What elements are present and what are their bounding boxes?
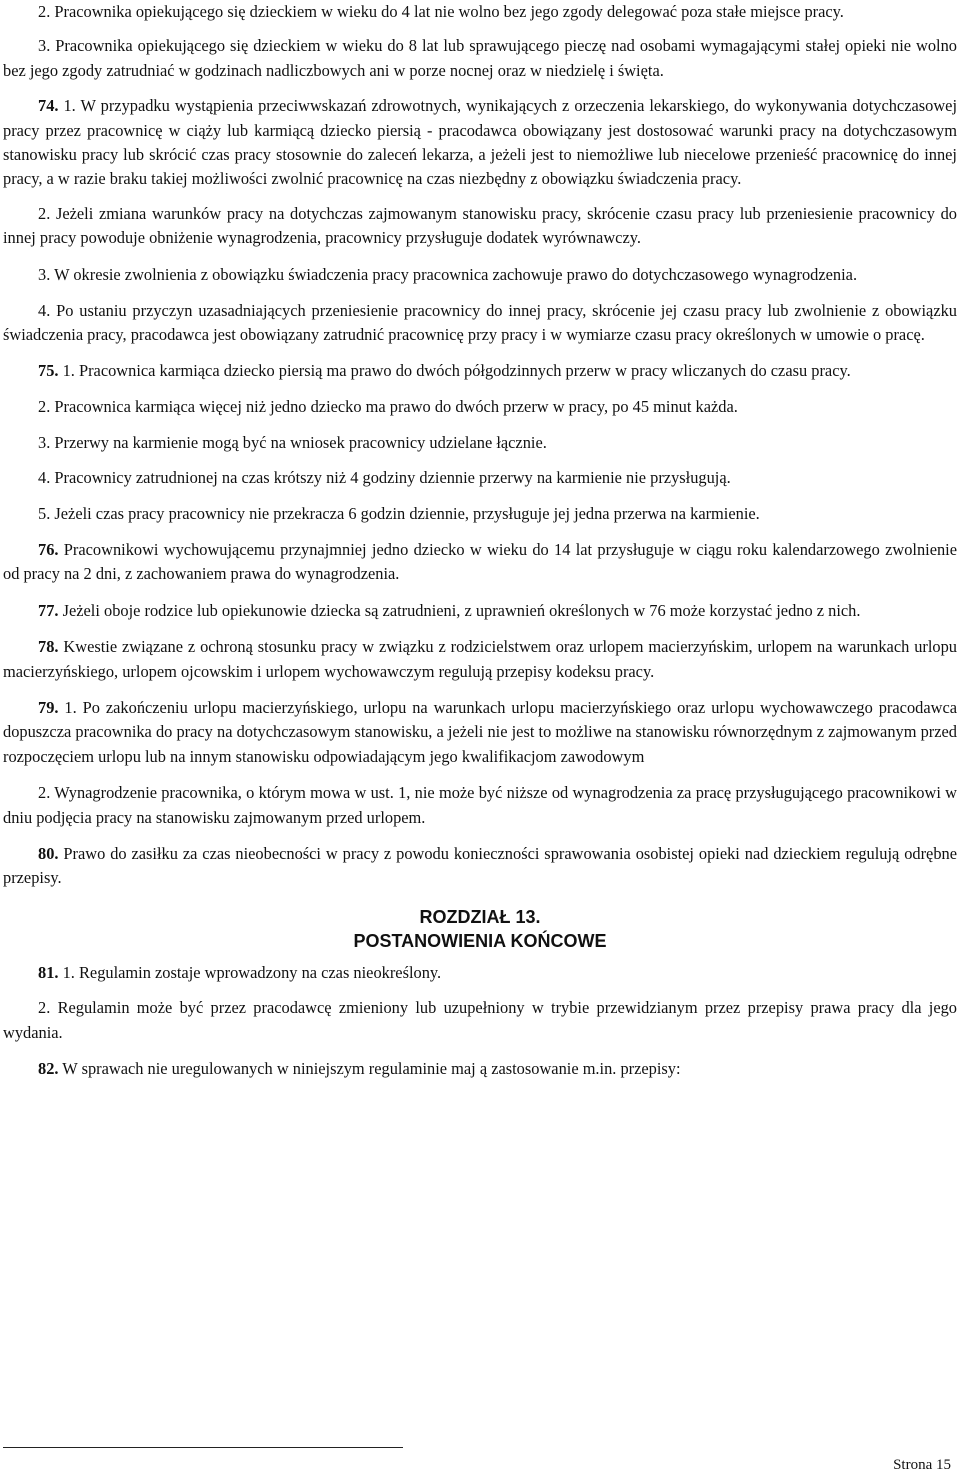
paragraphs-block-2 (3, 961, 957, 1082)
footer-divider (3, 1447, 403, 1448)
paragraph (3, 94, 957, 192)
paragraph (3, 359, 957, 383)
paragraph-text: 4. Pracownicy zatrudnionej na czas krótszy niż 4 godziny dziennie przerwy na karmienie nie przysługują. (38, 468, 731, 488)
section-number: 81. (38, 962, 59, 982)
paragraph-text: 1. Pracownica karmiąca dziecko piersią ma prawo do dwóch półgodzinnych przerw w pracy wliczanych do czasu pracy. (58, 360, 851, 380)
paragraph-text: 2. Pracownika opiekującego się dzieckiem w wieku do 4 lat nie wolno bez jego zgody delegować poza stałe miejsce pracy. (38, 2, 844, 21)
paragraph-text: 2. Wynagrodzenie pracownika, o którym mowa w ust. 1, nie może być niższe od wynagrodzenia za pracę przysługującego pracownikowi w dniu podjęcia pracy na stanowisku zajmowanym przed urlopem. (3, 783, 957, 827)
paragraph-text: Prawo do zasiłku za czas nieobecności w pracy z powodu konieczności sprawowania osobistej opieki nad dzieckiem regulują odrębne przepisy. (3, 843, 957, 888)
paragraph (3, 502, 957, 526)
paragraph-text: 1. Po zakończeniu urlopu macierzyńskiego, urlopu na warunkach urlopu macierzyńskiego oraz urlopu wychowawczego pracodawca dopuszcza pracownika do pracy na dotychczasowym stanowisku, a jeżeli nie jest to możliwe na stanowisku równorzędnym z zajmowanym przed rozpoczęciem urlopu lub na innym stanowisku odpowiadającym jego kwalifikacjom zawodowym (3, 697, 957, 766)
paragraph (3, 34, 957, 83)
paragraph-text: 3. Przerwy na karmienie mogą być na wniosek pracownicy udzielane łącznie. (38, 432, 547, 452)
paragraph-text: 2. Regulamin może być przez pracodawcę zmieniony lub uzupełniony w trybie przewidzianym przez przepisy prawa pracy dla jego wydania. (3, 998, 957, 1042)
chapter-title: POSTANOWIENIA KOŃCOWE (353, 930, 607, 951)
section-number: 75. (38, 360, 59, 380)
chapter-number: ROZDZIAŁ 13. (419, 906, 541, 927)
paragraph (3, 466, 957, 490)
paragraph (3, 202, 957, 251)
paragraph (3, 781, 957, 830)
paragraph (3, 1057, 957, 1081)
paragraph-text: 4. Po ustaniu przyczyn uzasadniających przeniesienie pracownicy do innej pracy, skrócenie jej czasu pracy lub zwolnienie z obowiązku świadczenia pracy, pracodawca jest obowiązany zatrudnić pracownicę przy pracy i w wymiarze czasu pracy określonych w umowie o pracę. (3, 301, 957, 345)
paragraph-text: 2. Jeżeli zmiana warunków pracy na dotychczas zajmowanym stanowisku pracy, skrócenie czasu pracy lub przeniesienie pracownicy do innej pracy powoduje obniżenie wynagrodzenia, pracownicy przysługuje dodatek wyrównawczy. (3, 203, 957, 248)
section-number: 76. (38, 539, 59, 559)
paragraph-text: 1. Regulamin zostaje wprowadzony na czas nieokreślony. (58, 962, 442, 982)
paragraph-text: 1. W przypadku wystąpienia przeciwwskazań zdrowotnych, wynikających z orzeczenia lekarskiego, do wykonywania dotychczasowej pracy przez pracownicę w ciąży lub karmiącą dziecko piersią - pracodawca obowiązany jest dostosować warunki pracy na dotychczasowym stanowisku pracy lub skrócić czas pracy stosownie do zaleceń lekarza, a jeżeli jest to niemożliwe lub niecelowe przenieść pracownicę do innej pracy, a w razie braku takiej możliwości zwolnić pracownicę na czas niezbędny z obowiązku świadczenia pracy. (3, 96, 957, 189)
document-page (3, 0, 957, 1081)
paragraph (3, 263, 957, 287)
paragraph-text: 3. W okresie zwolnienia z obowiązku świadczenia pracy pracownica zachowuje prawo do dotychczasowego wynagrodzenia. (38, 264, 858, 284)
chapter-heading (3, 905, 957, 953)
paragraph (3, 431, 957, 455)
paragraph-text: Pracownikowi wychowującemu przynajmniej jedno dziecko w wieku do 14 lat przysługuje w ciągu roku kalendarzowego zwolnienie od pracy na 2 dni, z zachowaniem prawa do wynagrodzenia. (3, 539, 957, 584)
paragraph-text: 3. Pracownika opiekującego się dzieckiem w wieku do 8 lat lub sprawującego pieczę nad osobami wymagającymi stałej opieki nie wolno bez jego zgody zatrudniać w godzinach nadliczbowych ani w porze nocnej oraz w niedzielę i święta. (3, 36, 957, 80)
paragraph-text: W sprawach nie uregulowanych w niniejszym regulaminie maj ą zastosowanie m.in. przepisy: (58, 1059, 681, 1078)
section-number: 82. (38, 1059, 59, 1078)
page-number: Strona 15 (893, 1457, 951, 1473)
paragraph (3, 961, 957, 985)
paragraph (3, 635, 957, 684)
paragraph (3, 538, 957, 587)
paragraph-text: Kwestie związane z ochroną stosunku pracy w związku z rodzicielstwem oraz urlopem macierzyńskim, urlopem na warunkach urlopu macierzyńskiego, urlopem ojcowskim i urlopem wychowawczym regulują przepisy kodeksu pracy. (3, 637, 957, 681)
section-number: 74. (38, 96, 59, 116)
paragraph (3, 0, 957, 24)
section-number: 80. (38, 843, 59, 863)
paragraph-text: 2. Pracownica karmiąca więcej niż jedno dziecko ma prawo do dwóch przerw w pracy, po 45 minut każda. (38, 397, 738, 417)
paragraph-text: Jeżeli oboje rodzice lub opiekunowie dziecka są zatrudnieni, z uprawnień określonych w 76 może korzystać jedno z nich. (58, 600, 861, 620)
paragraph (3, 599, 957, 623)
paragraphs-block-1 (3, 0, 957, 891)
section-number: 78. (38, 637, 59, 657)
paragraph (3, 696, 957, 769)
paragraph (3, 996, 957, 1045)
paragraph (3, 395, 957, 419)
paragraph (3, 299, 957, 348)
paragraph-text: 5. Jeżeli czas pracy pracownicy nie przekracza 6 godzin dziennie, przysługuje jej jedna przerwa na karmienie. (38, 503, 760, 523)
section-number: 79. (38, 697, 59, 717)
paragraph (3, 842, 957, 891)
section-number: 77. (38, 600, 59, 620)
